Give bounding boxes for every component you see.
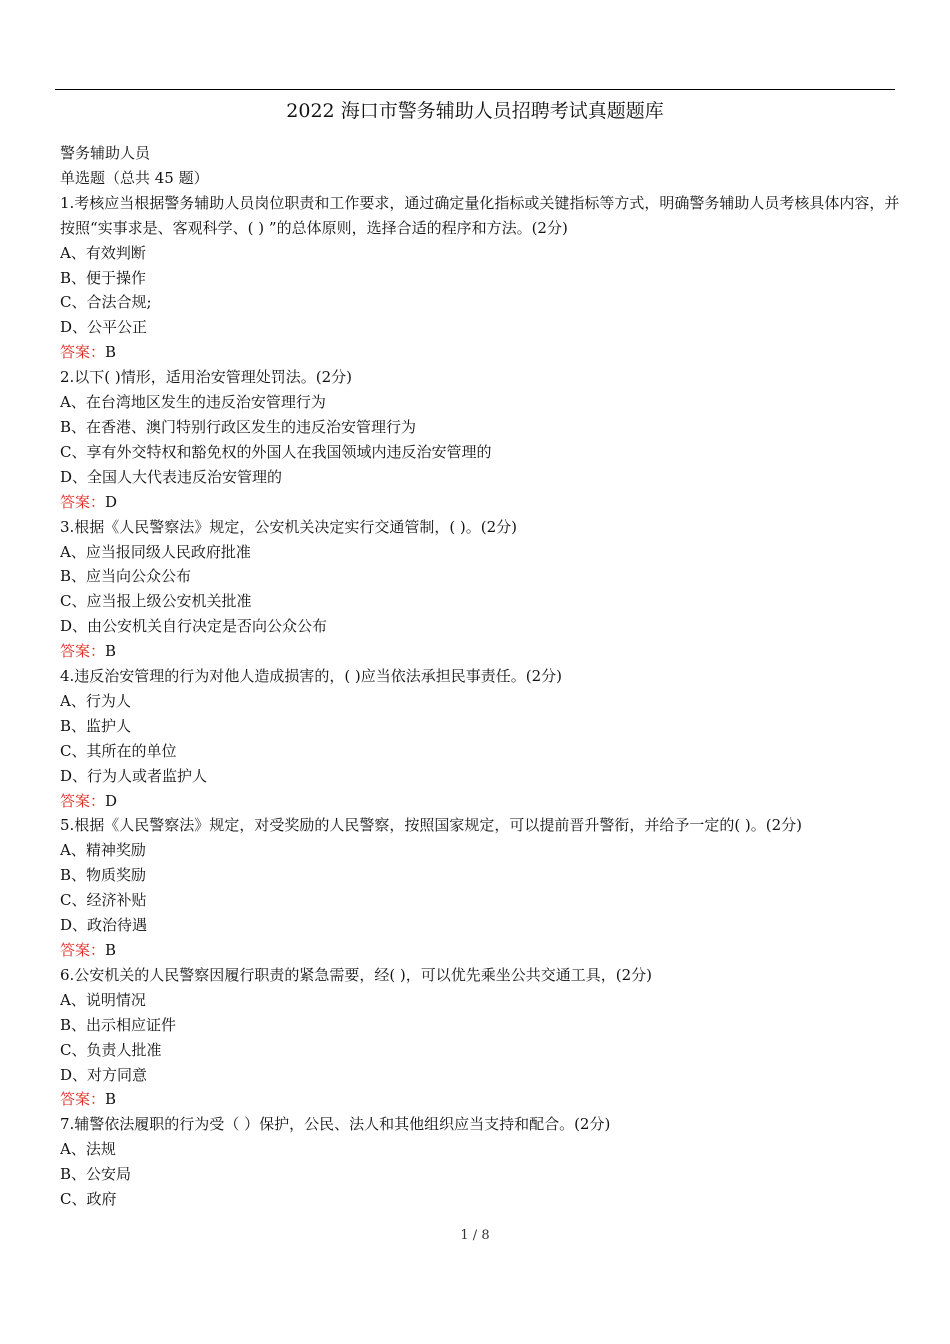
question-option: C、应当报上级公安机关批准: [60, 592, 252, 611]
answer-line: [60, 789, 900, 814]
question-option: B、物质奖励: [60, 866, 147, 885]
question-option: D、行为人或者监护人: [60, 766, 208, 785]
question-stem: 4.违反治安管理的行为对他人造成损害的，( )应当依法承担民事责任。(2分): [60, 667, 563, 686]
answer-value: B: [105, 343, 117, 362]
question-option: D、公平公正: [60, 318, 148, 337]
header-rule: [55, 89, 895, 90]
question-stem: 3.根据《人民警察法》规定，公安机关决定实行交通管制，( )。(2分): [60, 517, 518, 536]
answer-value: B: [105, 1090, 117, 1109]
question-option: B、应当向公众公布: [60, 567, 192, 586]
question-stem: 1.考核应当根据警务辅助人员岗位职责和工作要求，通过确定量化指标或关键指标等方式，明确警务辅助人员考核具体内容，并按照“实事求是、客观科学、( ) ”的总体原则，选择合适的程序和方法。(2分): [60, 193, 900, 237]
page-number: 1 / 8: [460, 1228, 490, 1243]
question-option: A、精神奖励: [60, 841, 146, 860]
question-option: C、经济补贴: [60, 891, 147, 910]
answer-value: B: [105, 941, 117, 959]
question-option: C、负责人批准: [60, 1040, 162, 1059]
question-stem: 6.公安机关的人民警察因履行职责的紧急需要，经( )，可以优先乘坐公共交通工具，(2分): [60, 965, 653, 984]
answer-value: B: [105, 642, 117, 661]
question-stem: 2.以下( )情形，适用治安管理处罚法。(2分): [60, 368, 353, 387]
question-option: A、应当报同级人民政府批准: [60, 542, 251, 561]
answer-line: [60, 639, 900, 664]
question-stem: 5.根据《人民警察法》规定，对受奖励的人民警察，按照国家规定，可以提前晋升警衔，并给予一定的( )。(2分): [60, 816, 803, 835]
question-option: A、有效判断: [60, 243, 146, 262]
answer-line: [60, 1087, 900, 1112]
question-option: A、说明情况: [60, 990, 146, 1009]
question-option: A、行为人: [60, 691, 131, 710]
question-option: B、便于操作: [60, 268, 147, 287]
answer-line: [60, 938, 900, 963]
question-option: B、公安局: [60, 1165, 132, 1184]
document-body: [60, 141, 900, 1212]
answer-label: 答案：: [60, 642, 106, 661]
answer-label: 答案：: [60, 492, 106, 511]
answer-value: D: [105, 791, 118, 810]
question-option: B、出示相应证件: [60, 1015, 177, 1034]
question-option: A、法规: [60, 1140, 116, 1159]
answer-line: [60, 340, 900, 365]
answer-label: 答案：: [60, 941, 106, 959]
question-option: C、其所在的单位: [60, 741, 177, 760]
question-stem: 7.辅警依法履职的行为受（ ）保护，公民、法人和其他组织应当支持和配合。(2分): [60, 1115, 611, 1134]
answer-label: 答案：: [60, 343, 106, 362]
document-title: 2022 海口市警务辅助人员招聘考试真题题库: [286, 100, 664, 122]
question-option: C、享有外交特权和豁免权的外国人在我国领域内违反治安管理的: [60, 442, 492, 461]
question-option: D、全国人大代表违反治安管理的: [60, 467, 283, 486]
category-label: 警务辅助人员: [60, 144, 151, 162]
question-option: A、在台湾地区发生的违反治安管理行为: [60, 393, 326, 412]
question-option: D、政治待遇: [60, 916, 148, 935]
answer-value: D: [105, 492, 118, 511]
question-option: B、在香港、澳门特别行政区发生的违反治安管理行为: [60, 417, 417, 436]
answer-label: 答案：: [60, 1090, 106, 1109]
question-option: B、监护人: [60, 716, 132, 735]
question-option: D、由公安机关自行决定是否向公众公布: [60, 617, 328, 636]
answer-line: [60, 490, 900, 515]
answer-label: 答案：: [60, 791, 106, 810]
question-option: C、政府: [60, 1190, 117, 1209]
section-heading: 单选题（总共 45 题）: [60, 168, 209, 187]
question-option: D、对方同意: [60, 1065, 148, 1084]
question-option: C、合法合规;: [60, 293, 152, 312]
